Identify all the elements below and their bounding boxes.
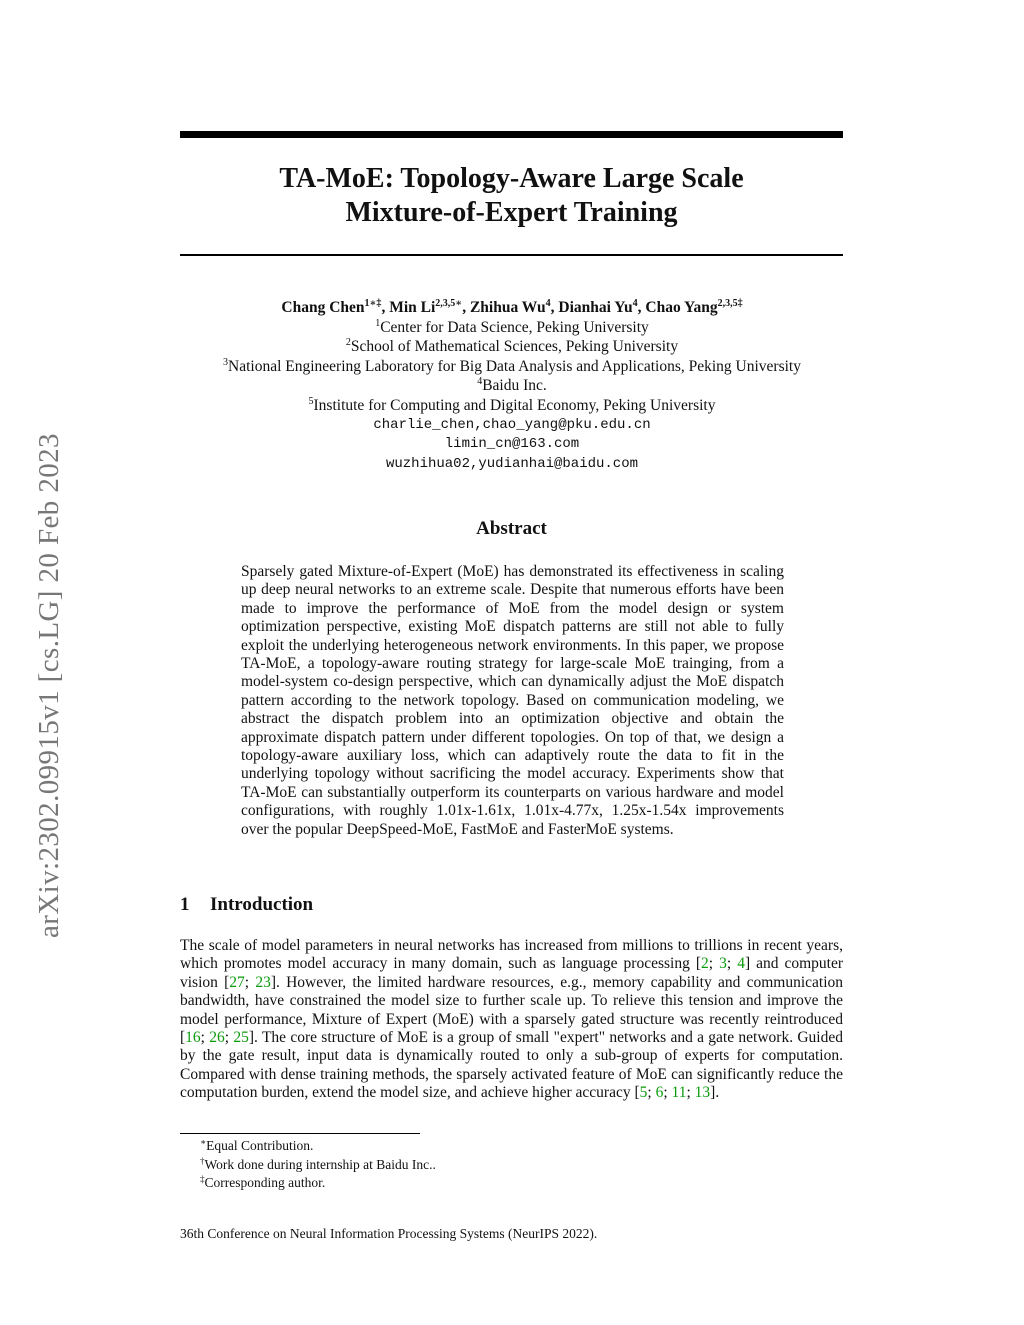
footnote-rule [180, 1133, 420, 1134]
footnotes [200, 1137, 436, 1193]
author-marks: 4 [545, 298, 551, 309]
citation-link[interactable]: 23 [255, 973, 271, 991]
citation-link[interactable]: 4 [737, 955, 745, 973]
intro-text: ] and computer vision [ [180, 955, 844, 991]
affiliation-mark: 5 [308, 395, 314, 407]
introduction-paragraph: The scale of model parameters in neural networks has increased from millions to trillions in recent years, which promotes model accuracy in many domain, such as language processing [2; 3; 4] and computer vision [27; 23]. However, the limited hardware resources, e.g., memory capability and communication bandwidth, have constrained the model size to further scale up. To relieve this tension and improve the model performance, Mixture of Expert (MoE) with a sparsely gated structure was recently reintroduced [16; 26; 25]. The core structure of MoE is a group of small "expert" networks and a gate network. Guided by the gate result, input data is dynamically routed to only a sub-group of experts for computation. Compared with dense training methods, the sparsely activated feature of MoE can significantly reduce the computation burden, extend the model size, and achieve higher accuracy [5; 6; 11; 13]. [180, 937, 844, 1102]
citation-link[interactable]: 26 [209, 1029, 225, 1047]
affiliation-text: Institute for Computing and Digital Economy, Peking University [313, 396, 716, 414]
section-title: Introduction [210, 894, 314, 915]
title-line-1: TA-MoE: Topology-Aware Large Scale [279, 163, 744, 194]
footnote-mark: ∗ [200, 1137, 207, 1147]
email-line: charlie_chen,chao_yang@pku.edu.cn [373, 416, 651, 433]
author-names: Chang Chen$^{1∗\ddagger}$, Min $Li^{2,3,5∗}$, Zhihua Wu$^4$, Dianhai Yu$^4$, Chao Yang$^{2,3,5\ddagger}$ [281, 298, 743, 316]
affiliation-mark: 1 [375, 317, 381, 329]
title-line-2: Mixture-of-Expert Training [345, 197, 678, 228]
arxiv-identifier-stamp: arXiv:2302.09915v1 [cs.LG] 20 Feb 2023 [33, 433, 65, 938]
affiliation-text: School of Mathematical Sciences, Peking University [350, 338, 679, 356]
citation-link[interactable]: 6 [655, 1084, 664, 1102]
citation-link[interactable]: 27 [229, 973, 245, 991]
section-heading-introduction [180, 894, 313, 916]
citation-link[interactable]: 5 [639, 1084, 648, 1102]
affiliation-mark: 2 [345, 337, 351, 349]
author-name: Zhihua Wu [469, 299, 546, 316]
title-bottom-rule [180, 254, 843, 256]
abstract-text: Sparsely gated Mixture-of-Expert (MoE) has demonstrated its effectiveness in scaling up deep neural networks to an extreme scale. Despite that numerous efforts have been made to improve the performance of MoE from the model design or system optimization perspective, existing MoE dispatch patterns are still not able to fully exploit the underlying heterogeneous network environments. In this paper, we propose TA-MoE, a topology-aware routing strategy for large-scale MoE trainging, from a model-system co-design perspective, which can dynamically adjust the MoE dispatch pattern according to the network topology. Based on communication modeling, we abstract the dispatch problem into an optimization objective and obtain the approximate dispatch pattern under different topologies. On top of that, we design a topology-aware auxiliary loss, which can adaptively route the data to fit in the underlying topology without sacrificing the model accuracy. Experiments show that TA-MoE can substantially outperform its counterparts on various hardware and model configurations, with roughly 1.01x-1.61x, 1.01x-4.77x, 1.25x-1.54x improvements over the popular DeepSpeed-MoE, FastMoE and FasterMoE systems. [241, 563, 784, 838]
author-name: Chang Chen [281, 299, 365, 316]
affiliation [150, 376, 874, 396]
footnote-mark: † [200, 1155, 205, 1166]
affiliation [150, 318, 874, 338]
footnote [200, 1156, 436, 1175]
author-name: Dianhai Yu [558, 299, 633, 316]
citation-link[interactable]: 2 [701, 955, 709, 973]
citation-link[interactable]: 11 [671, 1084, 687, 1102]
author-marks: 1∗‡ [364, 298, 382, 309]
email-line: wuzhihua02,yudianhai@baidu.com [385, 455, 639, 472]
intro-text: ]. However, the limited hardware resources, e.g., memory capability and communication bandwidth, have constrained the model size to further scale up. To relieve this tension and improve the model performance, Mixture of Expert (MoE) with a sparsely gated structure was recently reintroduced [ [180, 973, 844, 1047]
affiliation-mark: 3 [223, 356, 229, 368]
author-marks: 2,3,5‡ [717, 298, 743, 309]
intro-text: ]. [710, 1084, 720, 1102]
footnote [200, 1174, 436, 1193]
affiliation-mark: 4 [477, 376, 483, 388]
citation-link[interactable]: 16 [185, 1029, 201, 1047]
venue-footer: 36th Conference on Neural Information Processing Systems (NeurIPS 2022). [180, 1226, 598, 1241]
footnote-text: Equal Contribution. [206, 1138, 314, 1153]
paper-title [180, 162, 843, 230]
abstract-heading: Abstract [476, 518, 547, 539]
affiliation-text: Center for Data Science, Peking University [380, 318, 649, 336]
footnote-text: Corresponding author. [204, 1175, 326, 1190]
affiliation [150, 357, 874, 377]
author-name: Chao Yang [645, 299, 718, 316]
footnote-mark: ‡ [200, 1174, 205, 1184]
footnote [200, 1137, 436, 1156]
affiliation-text: Baidu Inc. [482, 377, 547, 395]
intro-text: The scale of model parameters in neural networks has increased from millions to trillions in recent years, which promotes model accuracy in many domain, such as language processing [ [180, 937, 843, 973]
affiliation [150, 337, 874, 357]
author-block [150, 298, 874, 474]
author-marks: 4 [632, 298, 638, 309]
citation-link[interactable]: 3 [719, 955, 727, 973]
footnote-text: Work done during internship at Baidu Inc.. [204, 1156, 436, 1172]
citation-link[interactable]: 13 [694, 1084, 711, 1102]
title-top-rule [180, 131, 843, 138]
author-name: Min Li [389, 299, 436, 316]
section-number: 1 [180, 894, 190, 915]
affiliation [150, 396, 874, 416]
author-marks: 2,3,5∗ [435, 298, 463, 309]
affiliation-text: National Engineering Laboratory for Big Data Analysis and Applications, Peking University [228, 357, 801, 375]
email-line: limin_cn@163.com [444, 436, 580, 453]
intro-text: ]. The core structure of MoE is a group of small "expert" networks and a gate network. Guided by the gate result, input data is dynamically routed to only a sub-group of experts for computation. Compared with dense training methods, the sparsely activated feature of MoE can significantly reduce the computation burden, extend the model size, and achieve higher accuracy [ [180, 1029, 843, 1102]
citation-link[interactable]: 25 [233, 1029, 249, 1047]
